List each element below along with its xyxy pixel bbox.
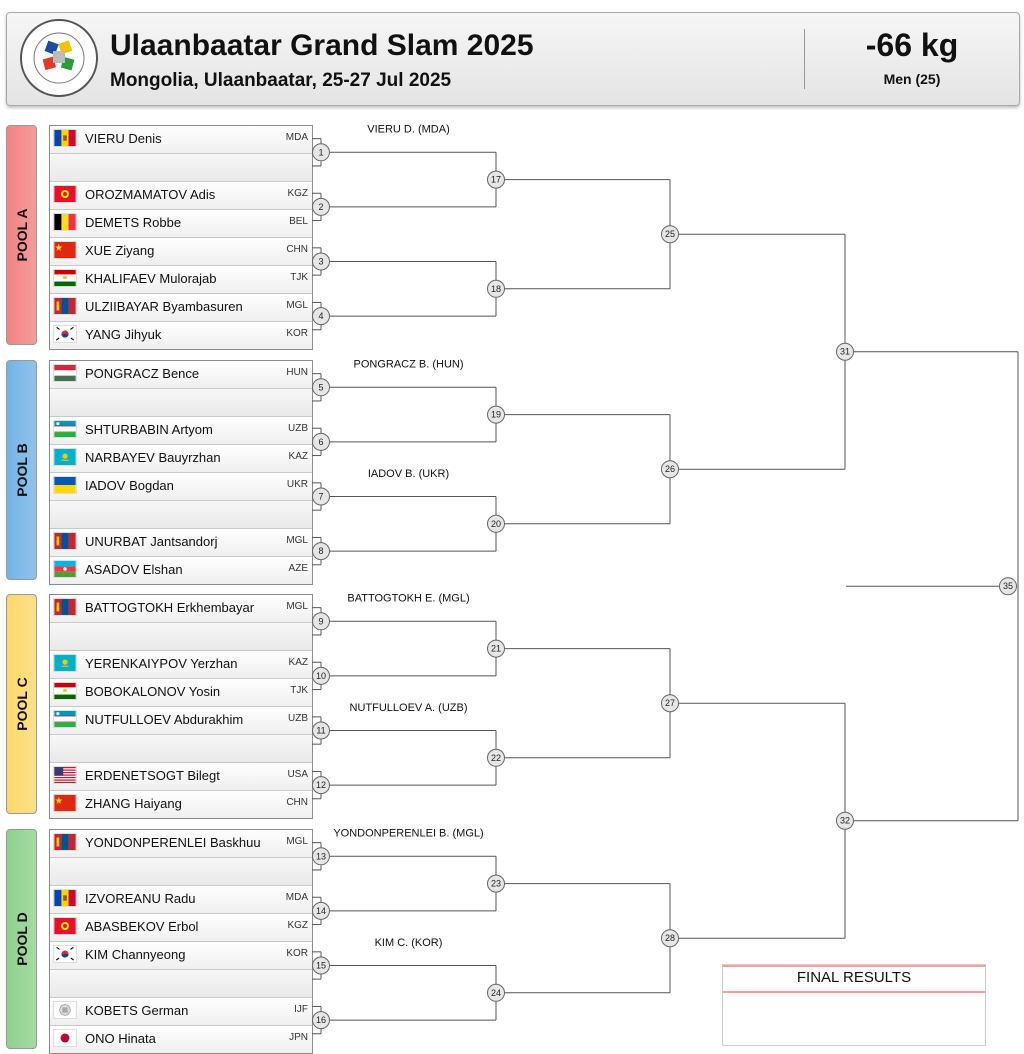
- athlete-name: NUTFULLOEV Abdurakhim: [85, 712, 244, 727]
- athlete-nation: USA: [287, 769, 308, 780]
- match-15-marker[interactable]: [313, 957, 330, 974]
- match-20-marker[interactable]: [488, 515, 505, 532]
- match-28-marker[interactable]: [662, 930, 679, 947]
- match-12-marker[interactable]: [313, 777, 330, 794]
- athlete-name: IZVOREANU Radu: [85, 891, 196, 906]
- svg-text:32: 32: [839, 815, 851, 826]
- athlete-nation: AZE: [288, 563, 308, 574]
- athlete-name: BOBOKALONOV Yosin: [85, 684, 221, 699]
- svg-text:13: 13: [315, 851, 327, 862]
- athlete-name: YONDONPERENLEI Baskhuu: [85, 835, 261, 850]
- svg-text:27: 27: [664, 698, 676, 709]
- athlete-nation: UKR: [286, 479, 308, 490]
- athlete-nation: UZB: [288, 713, 308, 724]
- svg-text:17: 17: [490, 174, 502, 185]
- svg-text:19: 19: [490, 409, 502, 420]
- athlete-nation: TJK: [290, 685, 308, 696]
- match-23-marker[interactable]: [488, 875, 505, 892]
- match-35-marker[interactable]: [1000, 578, 1017, 595]
- athlete-nation: KAZ: [288, 451, 308, 462]
- athlete-nation: MDA: [285, 892, 308, 903]
- match-31-marker[interactable]: [837, 343, 854, 360]
- athlete-name: BATTOGTOKH Erkhembayar: [85, 600, 255, 615]
- athlete-name: IADOV Bogdan: [85, 478, 174, 493]
- athlete-name: KIM Channyeong: [85, 947, 186, 962]
- match-13-marker[interactable]: [313, 848, 330, 865]
- svg-text:4: 4: [318, 311, 324, 322]
- match-10-marker[interactable]: [313, 667, 330, 684]
- match-27-marker[interactable]: [662, 695, 679, 712]
- svg-text:11: 11: [316, 725, 326, 736]
- athlete-name: PONGRACZ Bence: [85, 366, 200, 381]
- match-winner-label: BATTOGTOKH E. (MGL): [347, 592, 470, 605]
- athlete-nation: JPN: [289, 1032, 308, 1043]
- svg-text:8: 8: [318, 546, 324, 557]
- svg-text:14: 14: [315, 905, 327, 916]
- final-results-panel: [722, 964, 986, 1046]
- svg-text:18: 18: [490, 283, 502, 294]
- svg-text:24: 24: [490, 987, 502, 998]
- athlete-nation: MGL: [286, 601, 308, 612]
- svg-text:16: 16: [315, 1015, 327, 1026]
- match-2-marker[interactable]: [313, 198, 330, 215]
- match-8-marker[interactable]: [313, 543, 330, 560]
- match-winner-label: NUTFULLOEV A. (UZB): [349, 701, 468, 714]
- match-14-marker[interactable]: [313, 902, 330, 919]
- match-32-marker[interactable]: [837, 812, 854, 829]
- pool-c-label: POOL C: [13, 677, 30, 731]
- match-winner-label: IADOV B. (UKR): [367, 467, 450, 480]
- athlete-nation: MGL: [286, 300, 308, 311]
- match-5-marker[interactable]: [313, 379, 330, 396]
- svg-text:22: 22: [490, 752, 502, 763]
- match-9-marker[interactable]: [313, 613, 330, 630]
- svg-text:20: 20: [490, 518, 502, 529]
- match-winner-label: KIM C. (KOR): [374, 936, 443, 949]
- athlete-nation: KGZ: [287, 188, 308, 199]
- svg-text:21: 21: [490, 643, 502, 654]
- athlete-nation: HUN: [286, 367, 308, 378]
- final-results-top-rule: [723, 965, 985, 967]
- svg-text:6: 6: [318, 436, 324, 447]
- svg-text:28: 28: [664, 933, 676, 944]
- athlete-nation: MDA: [285, 132, 308, 143]
- match-16-marker[interactable]: [313, 1012, 330, 1029]
- athlete-name: KOBETS German: [85, 1003, 189, 1018]
- svg-text:15: 15: [315, 960, 327, 971]
- athlete-name: ABASBEKOV Erbol: [85, 919, 199, 934]
- match-22-marker[interactable]: [488, 749, 505, 766]
- athlete-nation: KGZ: [287, 920, 308, 931]
- match-3-marker[interactable]: [313, 253, 330, 270]
- final-results-title: FINAL RESULTS: [796, 969, 912, 986]
- svg-text:7: 7: [318, 491, 324, 502]
- athlete-name: ONO Hinata: [85, 1031, 156, 1046]
- athlete-nation: IJF: [294, 1004, 308, 1015]
- svg-text:25: 25: [664, 229, 676, 240]
- athlete-name: ZHANG Haiyang: [85, 796, 182, 811]
- athlete-nation: CHN: [286, 797, 308, 808]
- athlete-name: OROZMAMATOV Adis: [85, 187, 216, 202]
- match-winner-label: PONGRACZ B. (HUN): [353, 358, 464, 371]
- svg-text:9: 9: [318, 616, 324, 627]
- pool-d-label: POOL D: [13, 912, 30, 966]
- athlete-name: ULZIIBAYAR Byambasuren: [85, 299, 243, 314]
- athlete-name: NARBAYEV Bauyrzhan: [85, 450, 221, 465]
- svg-text:35: 35: [1002, 581, 1014, 592]
- svg-text:23: 23: [490, 878, 502, 889]
- athlete-name: KHALIFAEV Mulorajab: [85, 271, 217, 286]
- athlete-nation: KOR: [286, 948, 308, 959]
- weight-category: -66 kg: [865, 27, 959, 63]
- svg-text:31: 31: [839, 346, 851, 357]
- athlete-name: XUE Ziyang: [85, 243, 155, 258]
- athlete-name: VIERU Denis: [85, 131, 162, 146]
- final-results-divider: [723, 991, 985, 993]
- match-25-marker[interactable]: [662, 226, 679, 243]
- athlete-name: DEMETS Robbe: [85, 215, 182, 230]
- match-24-marker[interactable]: [488, 984, 505, 1001]
- match-26-marker[interactable]: [662, 461, 679, 478]
- event-location-dates: Mongolia, Ulaanbaatar, 25-27 Jul 2025: [110, 70, 452, 91]
- match-19-marker[interactable]: [488, 406, 505, 423]
- athlete-nation: UZB: [288, 423, 308, 434]
- gender-entries: Men (25): [883, 71, 941, 87]
- match-11-marker[interactable]: [313, 722, 330, 739]
- athlete-nation: KAZ: [288, 657, 308, 668]
- match-21-marker[interactable]: [488, 640, 505, 657]
- match-6-marker[interactable]: [313, 433, 330, 450]
- athlete-nation: MGL: [286, 535, 308, 546]
- athlete-nation: CHN: [286, 244, 308, 255]
- athlete-nation: BEL: [289, 216, 308, 227]
- pool-b-label: POOL B: [13, 443, 30, 497]
- athlete-name: YANG Jihyuk: [85, 327, 162, 342]
- match-winner-label: YONDONPERENLEI B. (MGL): [333, 827, 484, 840]
- athlete-name: SHTURBABIN Artyom: [85, 422, 213, 437]
- svg-text:5: 5: [318, 382, 324, 393]
- svg-text:12: 12: [315, 780, 327, 791]
- event-title: Ulaanbaatar Grand Slam 2025: [110, 29, 534, 62]
- athlete-name: ASADOV Elshan: [85, 562, 183, 577]
- svg-text:10: 10: [315, 670, 327, 681]
- athlete-name: UNURBAT Jantsandorj: [85, 534, 218, 549]
- match-7-marker[interactable]: [313, 488, 330, 505]
- athlete-name: ERDENETSOGT Bilegt: [85, 768, 220, 783]
- match-winner-label: VIERU D. (MDA): [367, 123, 450, 136]
- athlete-nation: TJK: [290, 272, 308, 283]
- athlete-name: YERENKAIYPOV Yerzhan: [85, 656, 238, 671]
- svg-text:2: 2: [318, 201, 324, 212]
- athlete-nation: KOR: [286, 328, 308, 339]
- match-1-marker[interactable]: [313, 144, 330, 161]
- athlete-nation: MGL: [286, 836, 308, 847]
- match-18-marker[interactable]: [488, 280, 505, 297]
- svg-text:1: 1: [318, 147, 324, 158]
- svg-text:3: 3: [318, 256, 324, 267]
- pool-a-label: POOL A: [13, 208, 30, 262]
- svg-text:26: 26: [664, 464, 676, 475]
- match-17-marker[interactable]: [488, 171, 505, 188]
- match-4-marker[interactable]: [313, 308, 330, 325]
